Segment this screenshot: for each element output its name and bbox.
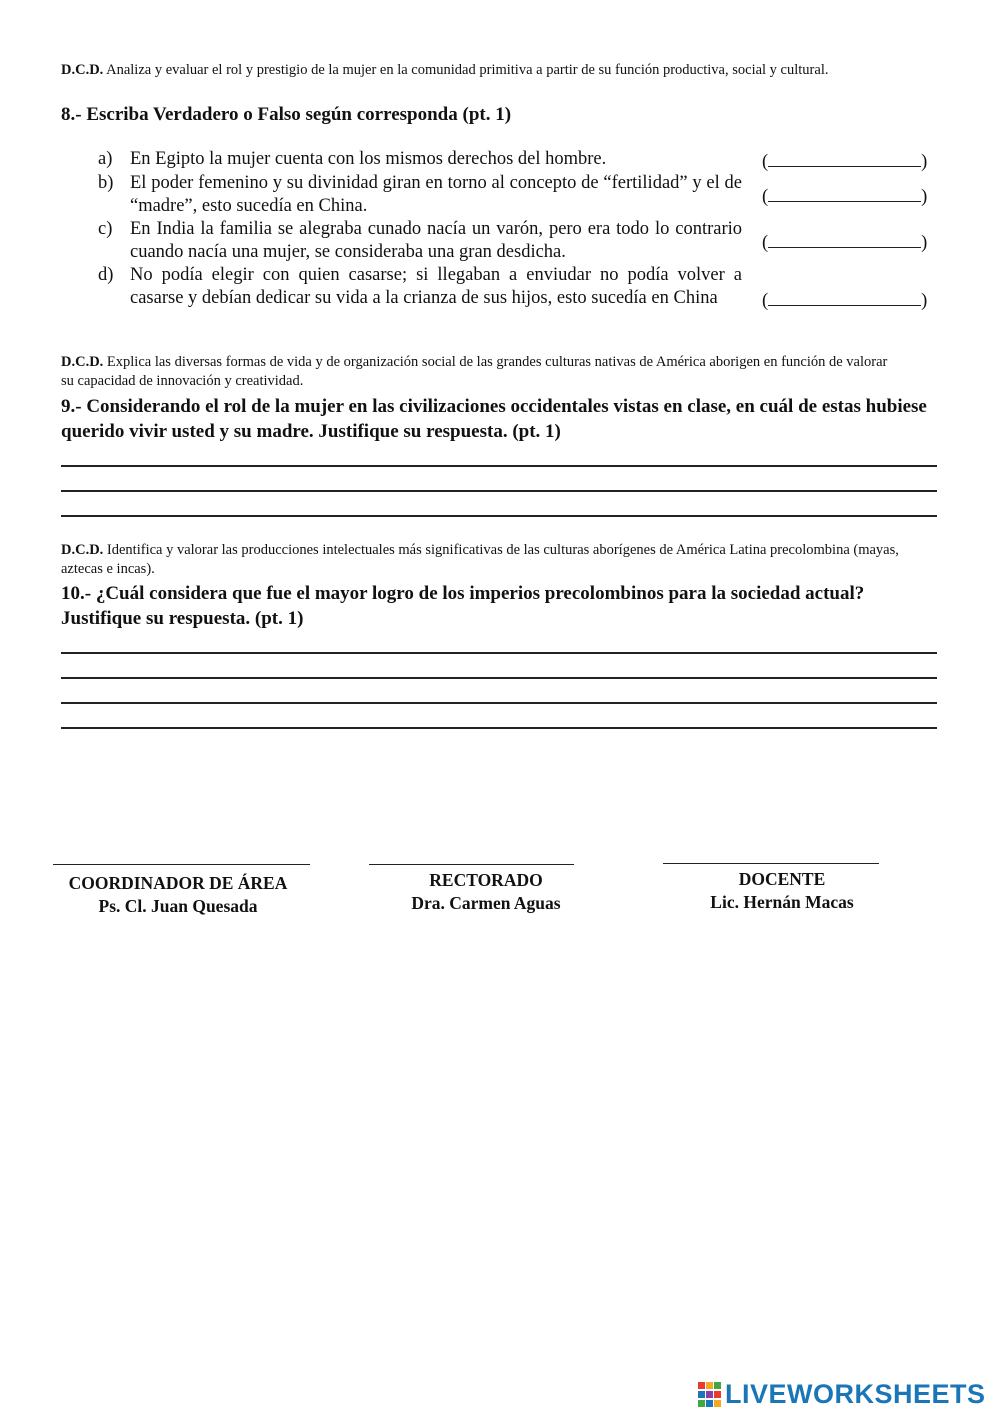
dcd-text: Identifica y valorar las producciones intelectuales más significativas de las culturas aborígenes de América Latina precolombina (mayas, aztecas e incas). [61,542,899,577]
item-letter: b) [98,173,114,193]
answer-line[interactable] [61,702,937,704]
answer-line[interactable] [61,652,937,654]
logo-text: LIVEWORKSHEETS [725,1379,986,1409]
item-text: En Egipto la mujer cuenta con los mismos derechos del hombre. [130,149,607,169]
answer-line[interactable] [61,465,937,467]
question-8-title: 8.- Escriba Verdadero o Falso según corresponda (pt. 1) [61,104,512,125]
dcd-text: Explica las diversas formas de vida y de organización social de las grandes culturas nativas de América aborigen en función de valorar su capacidad de innovación y creatividad. [61,354,888,389]
item-letter: d) [98,265,114,285]
answer-field-c[interactable]: ( ) [762,230,927,255]
item-text: El poder femenino y su divinidad giran en torno al concepto de “fertilidad” y el de “madre”, esto sucedía en China. [130,173,742,216]
answer-line[interactable] [61,515,937,517]
question-10-title: 10.- ¿Cuál considera que fue el mayor logro de los imperios precolombinos para la sociedad actual? Justifique su respuesta. (pt. 1) [61,583,865,629]
signature-rectorado [370,869,602,915]
answer-blank[interactable] [768,149,921,167]
liveworksheets-logo-icon [698,1382,722,1408]
signature-name: Ps. Cl. Juan Quesada [98,896,258,916]
item-text: En India la familia se alegraba cunado nacía un varón, pero era todo lo contrario cuando nacía una mujer, se consideraba una gran desdicha. [130,219,742,262]
answer-blank[interactable] [768,184,921,202]
dcd-section-9 [61,353,901,391]
signature-role: DOCENTE [738,869,826,889]
signature-line [53,864,310,865]
answer-field-d[interactable]: ( ) [762,288,927,313]
answer-line[interactable] [61,490,937,492]
answer-field-a[interactable]: ( ) [762,149,927,174]
answer-blank[interactable] [768,288,921,306]
signature-line [663,863,879,864]
signature-line [369,864,574,865]
dcd-label: D.C.D. [61,542,104,558]
liveworksheets-logo [698,1379,986,1410]
signature-role: COORDINADOR DE ÁREA [68,873,288,893]
list-item-b [98,172,742,218]
answer-field-b[interactable]: ( ) [762,184,927,209]
dcd-label: D.C.D. [61,354,104,370]
dcd-section-8 [61,61,901,80]
question-9-title: 9.- Considerando el rol de la mujer en las civilizaciones occidentales vistas en clase, en cuál de estas hubiese querido vivir usted y su madre. Justifique su respuesta. (pt. 1) [61,396,927,442]
dcd-text: Analiza y evaluar el rol y prestigio de la mujer en la comunidad primitiva a partir de su función productiva, social y cultural. [106,62,829,78]
signature-docente [666,868,898,914]
signature-role: RECTORADO [429,870,543,890]
dcd-section-10 [61,541,901,579]
item-letter: c) [98,219,113,239]
answer-line[interactable] [61,727,937,729]
item-text: No podía elegir con quien casarse; si llegaban a enviudar no podía volver a casarse y debían dedicar su vida a la crianza de sus hijos, esto sucedía en China [130,265,742,308]
answer-blank[interactable] [768,230,921,248]
answer-line[interactable] [61,677,937,679]
list-item-c [98,218,742,264]
item-letter: a) [98,149,113,169]
list-item-d [98,264,742,310]
signature-name: Dra. Carmen Aguas [411,893,561,913]
dcd-label: D.C.D. [61,62,104,78]
signature-coordinador [53,872,303,918]
list-item-a [98,148,742,171]
signature-name: Lic. Hernán Macas [710,892,854,912]
